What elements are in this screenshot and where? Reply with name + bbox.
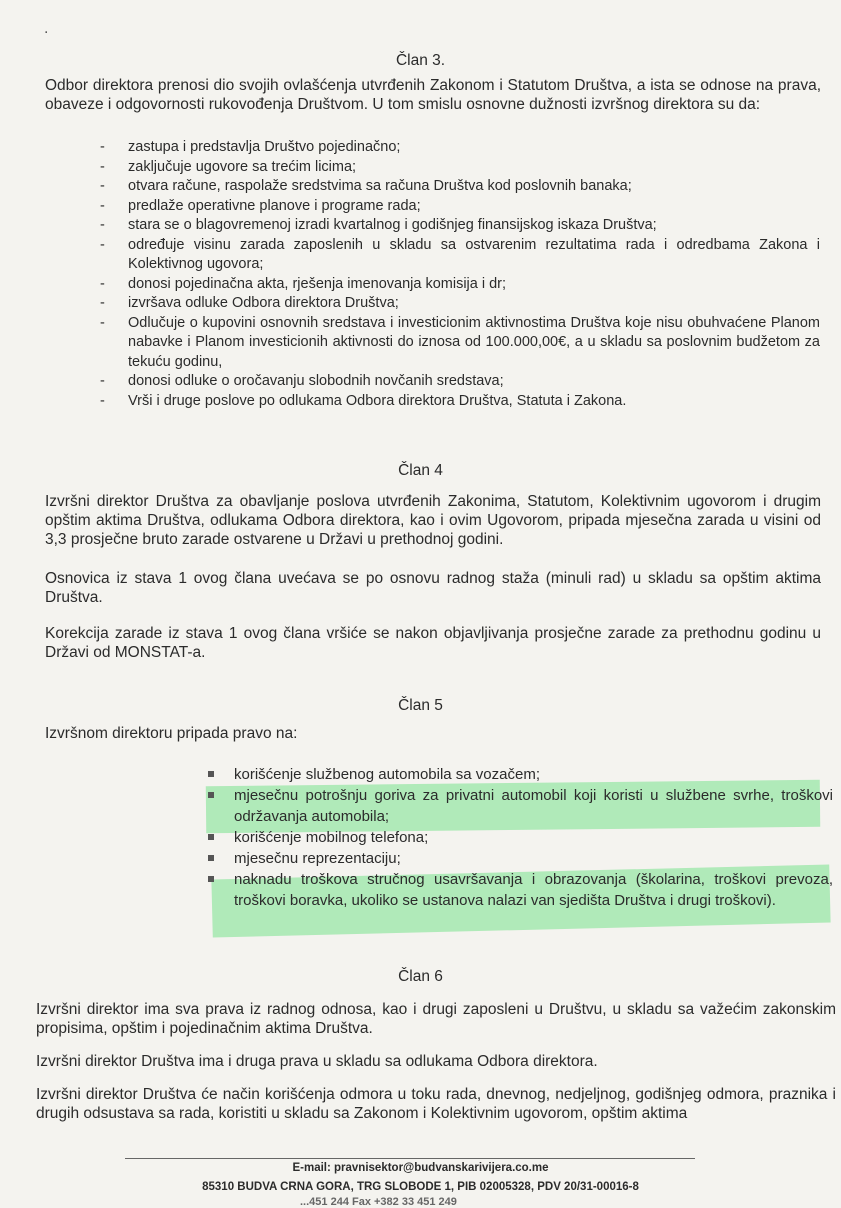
clan-6-heading: Član 6 [398,968,443,985]
list-item [208,848,833,869]
list-item-text: mjesečnu reprezentaciju; [234,850,401,867]
clan-5-heading: Član 5 [398,697,443,714]
square-bullet-icon [208,876,214,882]
footer-email: E-mail: pravnisektor@budvanskarivijera.co.me [292,1162,549,1174]
list-item [208,764,833,785]
clan-6-paragraph-2: Izvršni direktor Društva ima i druga prava u skladu sa odlukama Odbora direktora. [36,1053,598,1070]
list-item [208,785,833,827]
clan-3-intro: Odbor direktora prenosi dio svojih ovlašćenja utvrđenih Zakonom i Statutom Društva, a ista se odnose na prava, obaveze i odgovornosti rukovođenja Društvom. U tom smislu osnovne dužnosti izvršnog direktora su da: [45,77,821,113]
list-item-text: naknadu troškova stručnog usavršavanja i obrazovanja (školarina, troškovi prevoza, troškovi boravka, ukoliko se ustanova nalazi van sjedišta Društva i drugi troškovi). [234,871,833,909]
list-item-text: korišćenje službenog automobila sa vozačem; [234,766,540,783]
list-item: - Odlučuje o kupovini osnovnih sredstava i investicionim aktivnostima Društva koje nisu obuhvaćene Planom nabavke i Planom investicionih aktivnosti do iznosa od 100.000,00€, a u skladu sa poslovnim budžetom za tekuću godinu, [100,314,820,373]
list-item: - zastupa i predstavlja Društvo pojedinačno; [100,138,820,158]
list-item: - donosi pojedinačna akta, rješenja imenovanja komisija i dr; [100,275,820,295]
list-item: - Vrši i druge poslove po odlukama Odbora direktora Društva, Statuta i Zakona. [100,392,820,412]
clan-4-heading: Član 4 [398,462,443,479]
list-item: - određuje visinu zarada zaposlenih u skladu sa ostvarenim rezultatima rada i odredbama Zakona i Kolektivnog ugovora; [100,236,820,275]
list-item: - donosi odluke o oročavanju slobodnih novčanih sredstava; [100,372,820,392]
clan-6-paragraph-3: Izvršni direktor Društva će način korišćenja odmora u toku rada, dnevnog, nedjeljnog, godišnjeg odmora, praznika i drugih odsustava sa rada, koristiti u skladu sa Zakonom i Kolektivnim ugovorom, opštim aktima [36,1086,836,1122]
square-bullet-icon [208,855,214,861]
clan-4-paragraph-1: Izvršni direktor Društva za obavljanje poslova utvrđenih Zakonima, Statutom, Kolektivnim ugovorom i drugim opštim aktima Društva, odlukama Odbora direktora, kao i ovim Ugovorom, pripada mjesečna zarada u visini od 3,3 prosječne bruto zarade ostvarene u Državi u prethodnoj godini. [45,493,821,548]
list-item: - zaključuje ugovore sa trećim licima; [100,158,820,178]
clan-3-duties-list [100,138,820,411]
clan-6-paragraph-1: Izvršni direktor ima sva prava iz radnog odnosa, kao i drugi zaposleni u Društvu, u skladu sa važećim zakonskim propisima, opštim i pojedinačnim aktima Društva. [36,1001,836,1037]
clan-4-paragraph-3: Korekcija zarade iz stava 1 ovog člana vršiće se nakon objavljivanja prosječne zarade za prethodnu godinu u Državi od MONSTAT-a. [45,625,821,661]
scan-mark: . [44,20,49,37]
clan-4-paragraph-2: Osnovica iz stava 1 ovog člana uvećava se po osnovu radnog staža (minuli rad) u skladu sa opštim aktima Društva. [45,570,821,606]
list-item: - stara se o blagovremenoj izradi kvartalnog i godišnjeg finansijskog iskaza Društva; [100,216,820,236]
list-item-text: mjesečnu potrošnju goriva za privatni automobil koji koristi u službene svrhe, troškovi održavanja automobila; [234,787,833,825]
footer-divider [125,1158,695,1159]
footer-address: 85310 BUDVA CRNA GORA, TRG SLOBODE 1, PIB 02005328, PDV 20/31-00016-8 [202,1181,639,1193]
list-item: - predlaže operativne planove i programe rada; [100,197,820,217]
list-item: - otvara račune, raspolaže sredstvima sa računa Društva kod poslovnih banaka; [100,177,820,197]
square-bullet-icon [208,771,214,777]
square-bullet-icon [208,792,214,798]
clan-5-rights-list [208,764,833,911]
list-item-text: korišćenje mobilnog telefona; [234,829,429,846]
clan-3-heading: Član 3. [395,52,446,69]
footer-phone-fax: ...451 244 Fax +382 33 451 249 [300,1196,457,1208]
list-item [208,827,833,848]
list-item [208,869,833,911]
clan-5-intro: Izvršnom direktoru pripada pravo na: [45,725,298,742]
square-bullet-icon [208,834,214,840]
list-item: - izvršava odluke Odbora direktora Društva; [100,294,820,314]
